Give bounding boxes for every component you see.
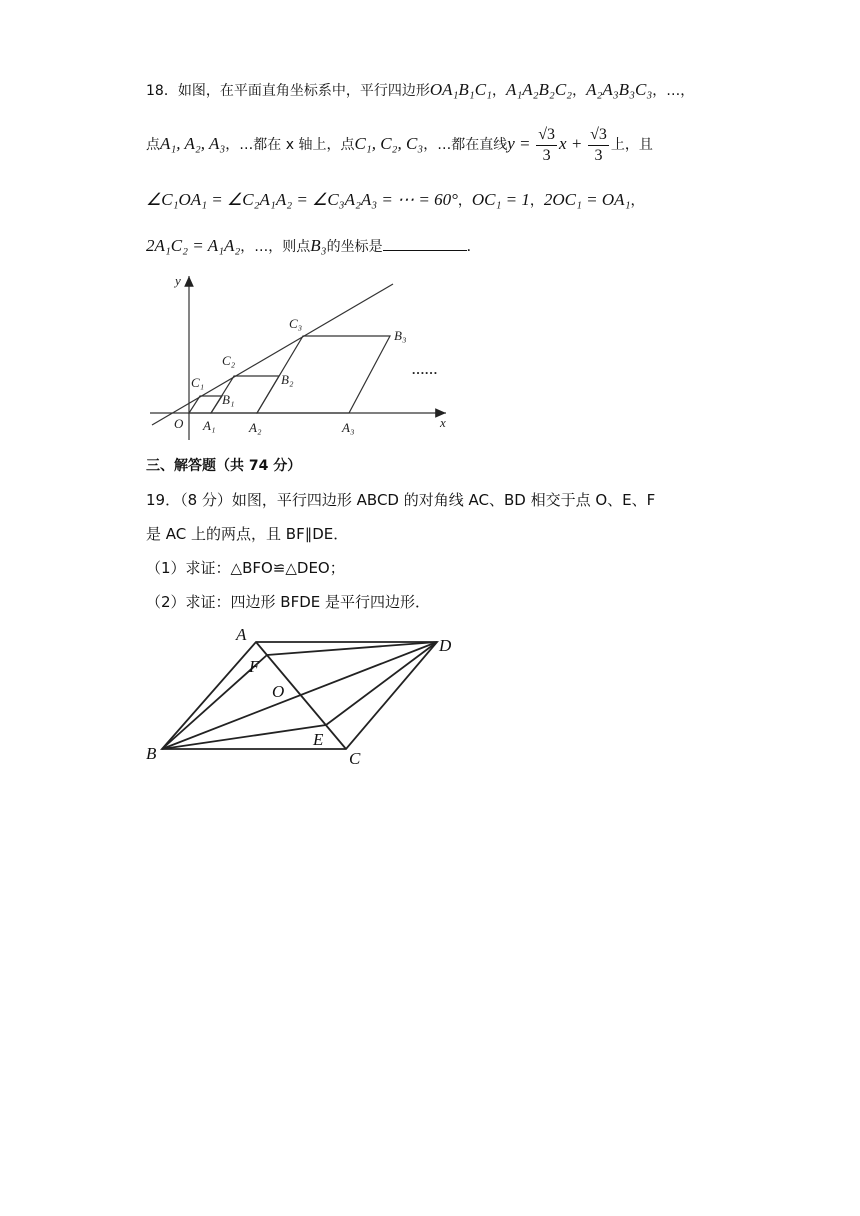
x-axis-label: x bbox=[440, 415, 446, 430]
q18-text: 的坐标是 bbox=[326, 239, 383, 255]
fraction-numerator: √3 bbox=[536, 125, 557, 146]
label-d: D bbox=[439, 636, 452, 655]
answer-blank[interactable] bbox=[383, 236, 467, 251]
fraction-denominator: 3 bbox=[594, 147, 603, 165]
label-o: O bbox=[272, 682, 285, 701]
segment-be bbox=[162, 725, 326, 749]
q19-line-2: 是 AC 上的两点，且 BF∥DE． bbox=[146, 525, 349, 543]
q18-separator: ， bbox=[630, 193, 645, 209]
diagonal-bd bbox=[162, 642, 437, 749]
q18-points-a: A₁, A₂, A₃ bbox=[160, 134, 226, 153]
label-a: A bbox=[236, 625, 247, 644]
parallelogram-3 bbox=[257, 336, 390, 413]
label-f: F bbox=[249, 657, 260, 676]
origin-label: O bbox=[174, 416, 184, 431]
q18-text: ，…都在直线 bbox=[423, 137, 508, 153]
q19-part-1: （1）求证：△BFO≌△DEO； bbox=[146, 559, 345, 577]
label-c1: C₁ bbox=[191, 375, 205, 390]
segment-fd bbox=[267, 642, 437, 655]
label-a3: A₃ bbox=[342, 420, 355, 435]
label-c2: C₂ bbox=[222, 353, 236, 368]
section-title: 三、解答题（共 74 分） bbox=[146, 458, 302, 474]
q18-separator: ， bbox=[457, 193, 472, 209]
ellipsis: …… bbox=[412, 362, 438, 377]
q18-fraction-1 bbox=[536, 125, 557, 166]
q18-number: 18． bbox=[146, 83, 178, 99]
label-e: E bbox=[313, 730, 324, 749]
q18-text: ，…， bbox=[652, 83, 695, 99]
label-b2: B₂ bbox=[281, 372, 294, 387]
line-through-c-points bbox=[152, 284, 393, 425]
fraction-numerator: √3 bbox=[588, 125, 609, 146]
label-b: B bbox=[146, 744, 157, 763]
label-a2: A₂ bbox=[249, 420, 262, 435]
label-c: C bbox=[349, 749, 361, 768]
q19-line-1: 19．（8 分）如图，平行四边形 ABCD 的对角线 AC、BD 相交于点 O、E、F bbox=[146, 491, 656, 509]
label-c3: C₃ bbox=[289, 316, 303, 331]
q18-parallelogram-1: OA₁B₁C₁ bbox=[429, 80, 492, 99]
q18-line-2 bbox=[146, 124, 653, 166]
q19-part-2: （2）求证：四边形 BFDE 是平行四边形． bbox=[146, 593, 431, 611]
label-b1: B₁ bbox=[222, 392, 235, 407]
q18-b3-label: B₃ bbox=[310, 236, 327, 255]
q18-text: ． bbox=[466, 239, 481, 255]
q18-text: ，…，则点 bbox=[240, 239, 311, 255]
q18-line-1 bbox=[146, 80, 694, 101]
y-axis-label: y bbox=[175, 273, 181, 288]
parallelogram-1 bbox=[189, 396, 222, 413]
q19-parallelogram-figure bbox=[140, 622, 460, 770]
segment-ed bbox=[326, 642, 437, 725]
q18-line-eq-x: x + bbox=[559, 134, 583, 153]
label-b3: B₃ bbox=[394, 328, 407, 343]
q18-separator: ， bbox=[572, 83, 587, 99]
fraction-denominator: 3 bbox=[542, 147, 551, 165]
q18-points-c: C₁, C₂, C₃ bbox=[354, 134, 424, 153]
q18-parallelogram-3: A₂A₃B₃C₃ bbox=[586, 80, 653, 99]
q18-oc-equation: OC₁ = 1 bbox=[471, 190, 530, 209]
q18-oa-equation: 2OC₁ = OA₁ bbox=[543, 190, 631, 209]
q18-separator: ， bbox=[491, 83, 506, 99]
q18-angle-equation: ∠C₁OA₁ = ∠C₂A₁A₂ = ∠C₃A₂A₃ = ⋯ = 60° bbox=[146, 190, 458, 209]
q18-parallelogram-2: A₁A₂B₂C₂ bbox=[505, 80, 573, 99]
q18-fraction-2 bbox=[588, 125, 609, 166]
q18-a1c2-equation: 2A₁C₂ = A₁A₂ bbox=[146, 236, 241, 255]
label-a1: A₁ bbox=[203, 418, 216, 433]
q18-text: ，…都在 x 轴上，点 bbox=[225, 137, 355, 153]
q18-line-4 bbox=[146, 236, 481, 257]
q18-text: 上，且 bbox=[610, 137, 653, 153]
q18-separator: ， bbox=[529, 193, 544, 209]
q18-text: 点 bbox=[146, 137, 160, 153]
q18-line-3 bbox=[146, 190, 644, 211]
q18-line-eq-y: y = bbox=[507, 134, 531, 153]
q18-text: 如图，在平面直角坐标系中，平行四边形 bbox=[177, 83, 430, 99]
q18-coordinate-figure bbox=[140, 262, 460, 442]
